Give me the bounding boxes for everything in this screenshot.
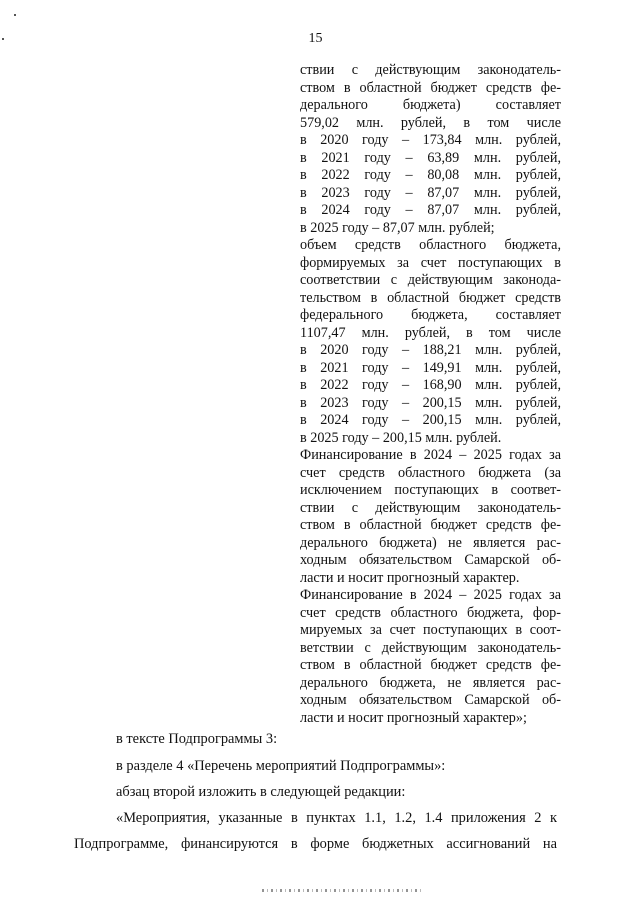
column-line: дерального бюджета) не является рас- bbox=[300, 534, 561, 551]
column-line: ласти и носит прогнозный характер»; bbox=[300, 709, 527, 726]
body-paragraph: абзац второй изложить в следующей редакции: bbox=[116, 784, 406, 800]
column-line: ходным обязательством Самарской об- bbox=[300, 692, 561, 708]
column-line: ством в областной бюджет средств фе- bbox=[300, 657, 561, 673]
column-line: ством в областной бюджет средств фе- bbox=[300, 79, 561, 96]
column-line: счет средств областного бюджета (за bbox=[300, 464, 561, 481]
column-line: ствии с действующим законодатель- bbox=[300, 62, 561, 78]
column-line: Финансирование в 2024 – 2025 годах за bbox=[300, 447, 561, 463]
column-line: исключением поступающих в соответ- bbox=[300, 482, 561, 498]
column-line: ствии с действующим законодатель- bbox=[300, 499, 561, 516]
column-line: счет средств областного бюджета, фор- bbox=[300, 604, 561, 621]
column-line: в 2020 году – 188,21 млн. рублей, bbox=[300, 342, 561, 358]
column-line: 579,02 млн. рублей, в том числе bbox=[300, 114, 561, 131]
column-line: ством в областной бюджет средств фе- bbox=[300, 517, 561, 533]
scan-mark bbox=[14, 14, 16, 16]
column-line: в 2021 году – 63,89 млн. рублей, bbox=[300, 149, 561, 166]
column-line: соответствии с действующим законода- bbox=[300, 272, 561, 288]
body-paragraph: в разделе 4 «Перечень мероприятий Подпрограммы»: bbox=[116, 758, 446, 774]
column-line: тельством в областной бюджет средств bbox=[300, 289, 561, 306]
column-line: в 2022 году – 80,08 млн. рублей, bbox=[300, 167, 561, 183]
financing-column bbox=[300, 62, 561, 727]
body-paragraph: Подпрограмме, финансируются в форме бюджетных ассигнований на bbox=[74, 836, 557, 852]
column-line: в 2025 году – 87,07 млн. рублей; bbox=[300, 219, 495, 236]
column-line: в 2020 году – 173,84 млн. рублей, bbox=[300, 132, 561, 148]
column-line: ласти и носит прогнозный характер. bbox=[300, 569, 520, 586]
column-line: ходным обязательством Самарской об- bbox=[300, 552, 561, 568]
column-line: в 2024 году – 200,15 млн. рублей, bbox=[300, 412, 561, 428]
column-line: в 2025 году – 200,15 млн. рублей. bbox=[300, 429, 502, 446]
column-line: дерального бюджета, не является рас- bbox=[300, 674, 561, 691]
column-line: в 2021 году – 149,91 млн. рублей, bbox=[300, 359, 561, 376]
column-line: федерального бюджета, составляет bbox=[300, 307, 561, 323]
body-paragraph: в тексте Подпрограммы 3: bbox=[116, 731, 278, 747]
page-number: 15 bbox=[308, 31, 323, 46]
body-paragraph: «Мероприятия, указанные в пунктах 1.1, 1.2, 1.4 приложения 2 к bbox=[116, 810, 557, 826]
column-line: в 2024 году – 87,07 млн. рублей, bbox=[300, 202, 561, 218]
column-line: в 2023 году – 87,07 млн. рублей, bbox=[300, 184, 561, 201]
column-line: Финансирование в 2024 – 2025 годах за bbox=[300, 587, 561, 603]
column-line: в 2023 году – 200,15 млн. рублей, bbox=[300, 394, 561, 411]
column-line: 1107,47 млн. рублей, в том числе bbox=[300, 324, 561, 341]
column-line: объем средств областного бюджета, bbox=[300, 237, 561, 253]
column-line: в 2022 году – 168,90 млн. рублей, bbox=[300, 377, 561, 393]
column-line: дерального бюджета) составляет bbox=[300, 97, 561, 113]
column-line: мируемых за счет поступающих в соот- bbox=[300, 622, 561, 638]
scan-artifact bbox=[262, 889, 422, 892]
column-line: ветствии с действующим законодатель- bbox=[300, 639, 561, 656]
column-line: формируемых за счет поступающих в bbox=[300, 254, 561, 271]
scan-mark bbox=[2, 38, 4, 40]
